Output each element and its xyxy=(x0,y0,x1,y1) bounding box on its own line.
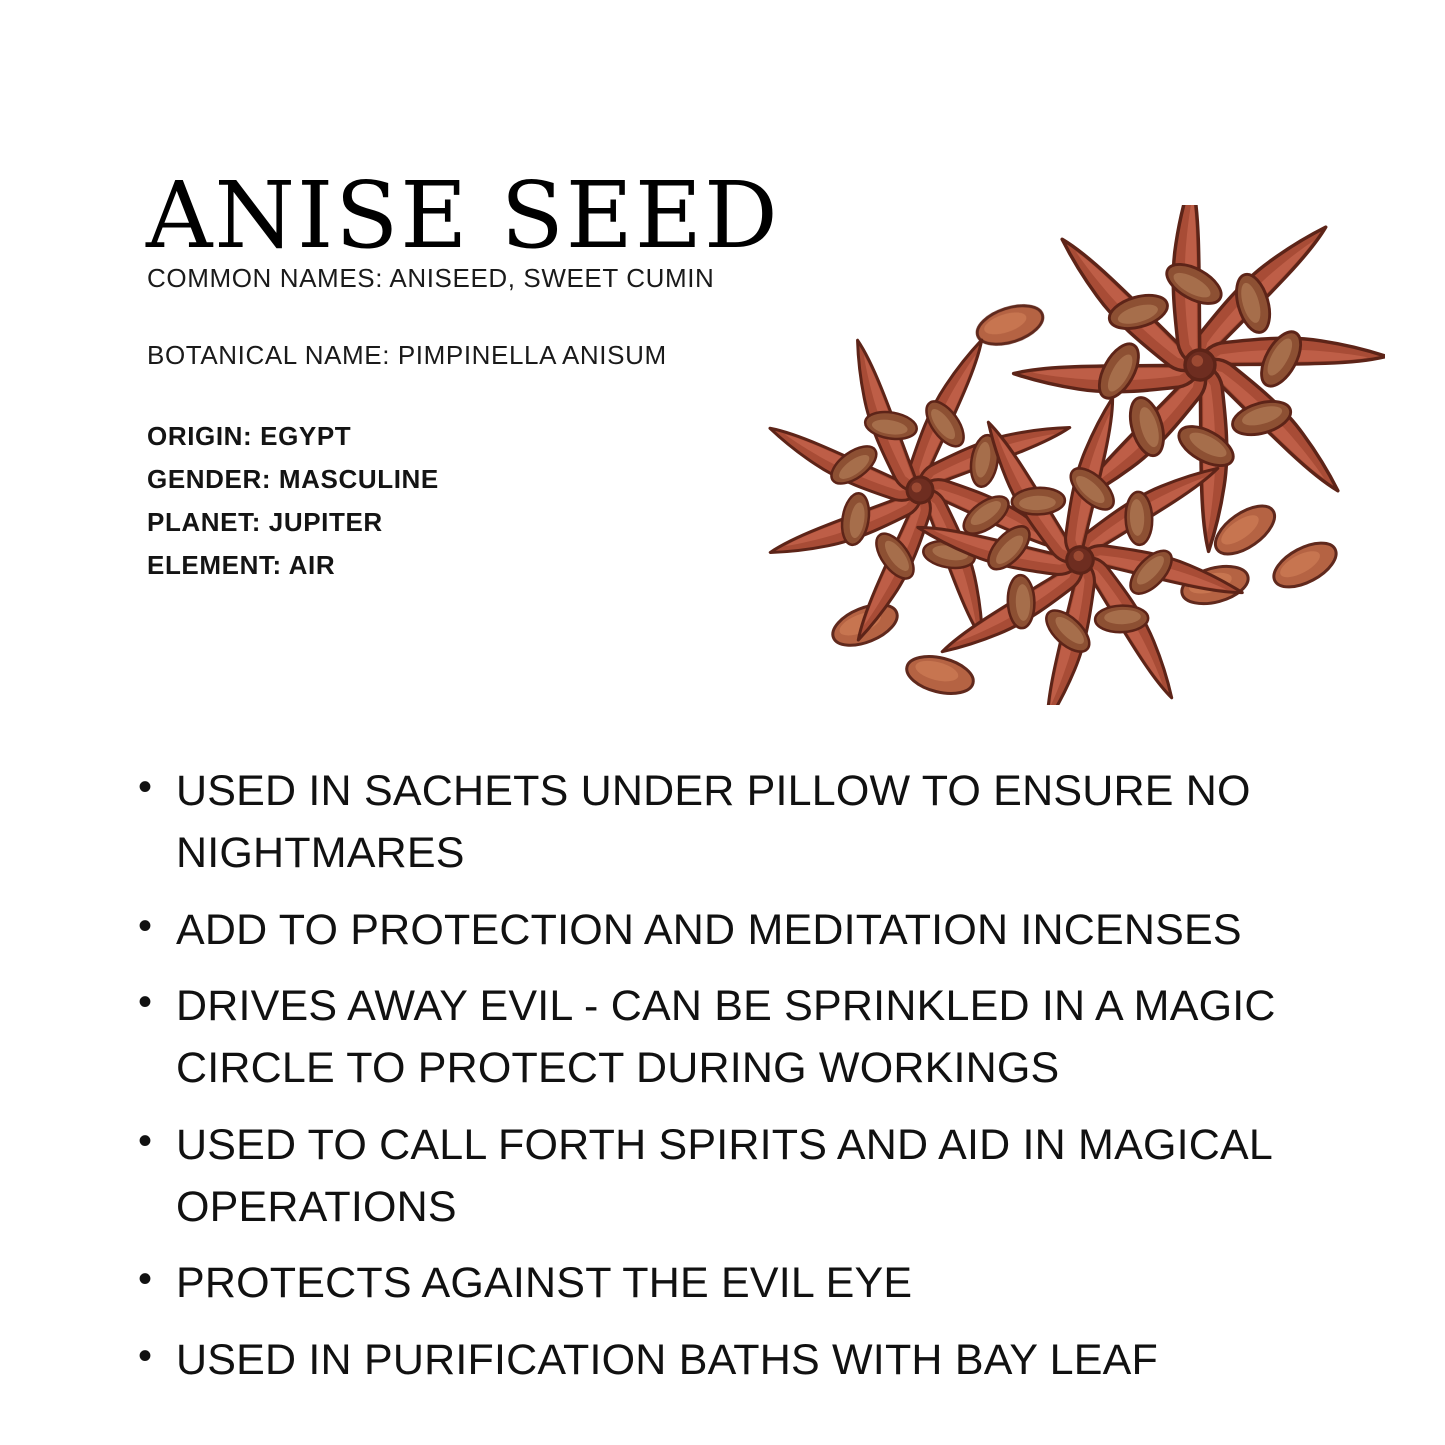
list-item: • USED IN PURIFICATION BATHS WITH BAY LEAF xyxy=(128,1329,1353,1391)
list-item: • DRIVES AWAY EVIL - CAN BE SPRINKLED IN A MAGIC CIRCLE TO PROTECT DURING WORKINGS xyxy=(128,975,1353,1100)
list-item: • USED IN SACHETS UNDER PILLOW TO ENSURE NO NIGHTMARES xyxy=(128,760,1353,885)
star-anise-illustration xyxy=(745,205,1385,705)
magical-uses-list xyxy=(128,760,1353,1405)
attribute-planet: PLANET: JUPITER xyxy=(147,506,383,537)
page-title: ANISE SEED xyxy=(146,161,780,269)
list-item: • PROTECTS AGAINST THE EVIL EYE xyxy=(128,1252,1353,1314)
herb-meta-block xyxy=(147,262,847,587)
common-names-line: COMMON NAMES: ANISEED, SWEET CUMIN xyxy=(147,263,715,293)
attribute-origin: ORIGIN: EGYPT xyxy=(147,421,352,451)
botanical-name-line: BOTANICAL NAME: PIMPINELLA ANISUM xyxy=(147,339,667,370)
attribute-element: ELEMENT: AIR xyxy=(147,549,336,580)
correspondences-list xyxy=(147,415,847,587)
attribute-gender: GENDER: MASCULINE xyxy=(147,463,439,494)
list-item: • ADD TO PROTECTION AND MEDITATION INCENSES xyxy=(128,899,1353,961)
list-item: • USED TO CALL FORTH SPIRITS AND AID IN MAGICAL OPERATIONS xyxy=(128,1114,1353,1239)
